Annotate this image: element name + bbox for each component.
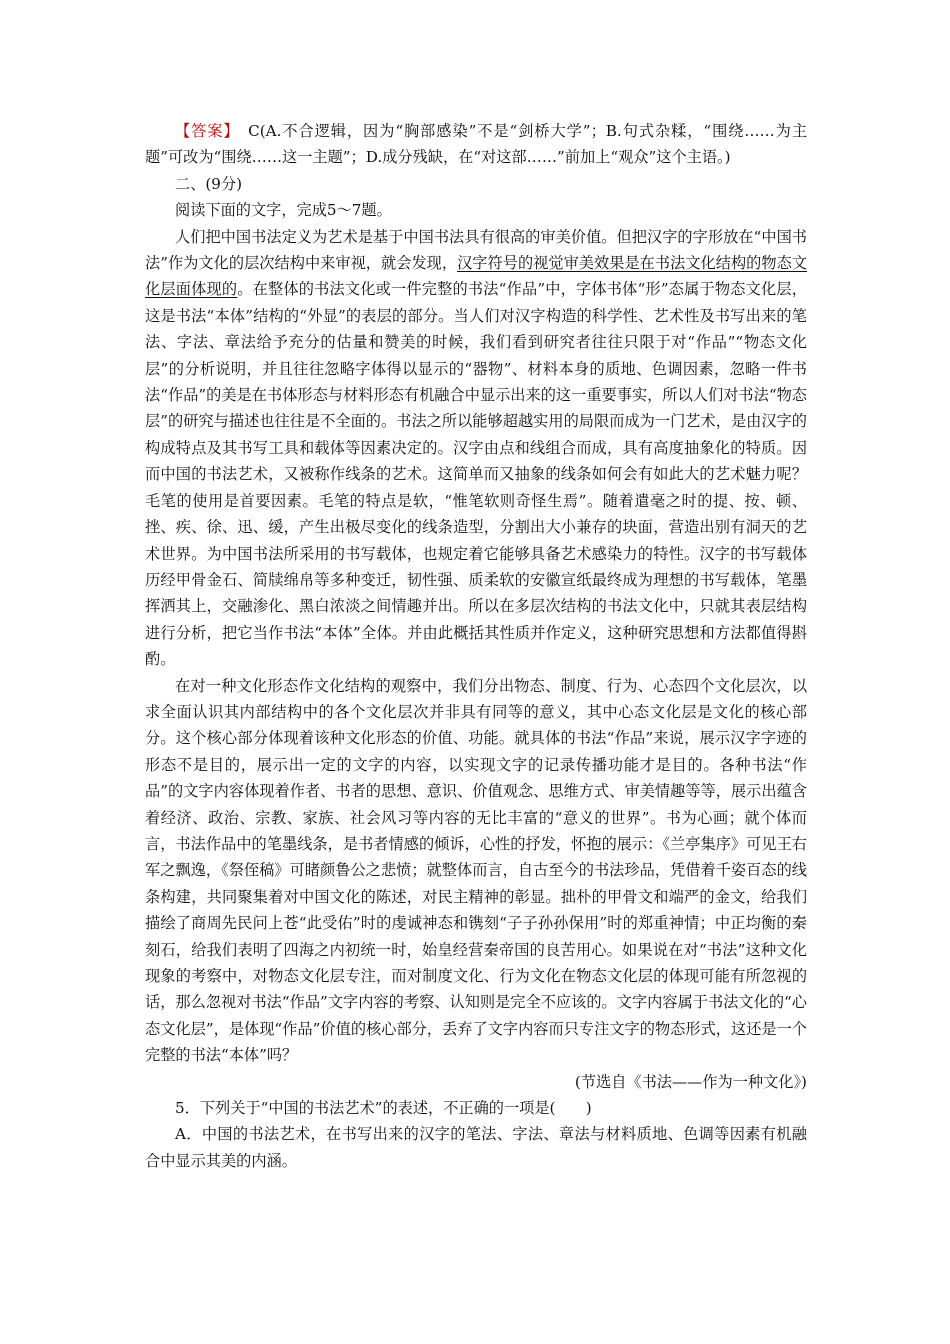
question-5-option-a: A．中国的书法艺术，在书写出来的汉字的笔法、字法、章法与材料质地、色调等因素有机融合中显示其美的内涵。 — [145, 1125, 807, 1170]
passage-paragraph-1 — [145, 224, 807, 673]
passage-source: (节选自《书法——作为一种文化》) — [574, 1072, 807, 1091]
answer-paragraph — [145, 118, 807, 171]
answer-text: C(A.不合逻辑，因为“胸部感染”不是“剑桥大学”；B.句式杂糅，“围绕……为主题”可改为“围绕……这一主题”；D.成分残缺，在“对这部……”前加上“观众”这个主语。) — [145, 122, 808, 167]
document-page — [145, 118, 807, 1174]
question-5-stem: 5．下列关于“中国的书法艺术”的表述，不正确的一项是( ) — [175, 1099, 592, 1118]
answer-label: 【答案】 — [175, 122, 232, 140]
section-instruction: 阅读下面的文字，完成5～7题。 — [175, 201, 392, 220]
section-heading: 二、(9分) — [175, 174, 243, 193]
passage-paragraph-2: 在对一种文化形态作文化结构的观察中，我们分出物态、制度、行为、心态四个文化层次，以求全面认识其内部结构中的各个文化层次并非具有同等的意义，其中心态文化层是文化的核心部分。这个核心部分体现着该种文化形态的价值、功能。就具体的书法“作品”来说，展示汉字字迹的形态不是目的，展示出一定的文字的内容，以实现文字的记录传播功能才是目的。各种书法“作品”的文字内容体现着作者、书者的思想、意识、价值观念、思维方式、审美情趣等等，展示出蕴含着经济、政治、宗教、家族、社会风习等内容的无比丰富的“意义的世界”。书为心画；就个体而言，书法作品中的笔墨线条，是书者情感的倾诉，心性的抒发，怀抱的展示：《兰亭集序》可见王右军之飘逸，《祭侄稿》可睹颜鲁公之悲愤；就整体而言，自古至今的书法珍品，凭借着千姿百态的线条构建，共同聚集着对中国文化的陈述，对民主精神的彰显。拙朴的甲骨文和端严的金文，给我们描绘了商周先民问上苍“此受佑”时的虔诚神态和镌刻“子子孙孙保用”时的郑重神情；中正均衡的秦刻石，给我们表明了四海之内初统一时，始皇经营秦帝国的良苦用心。如果说在对“书法”这种文化现象的考察中，对物态文化层专注，而对制度文化、行为文化在物态文化层的体现可能有所忽视的话，那么忽视对书法“作品”文字内容的考察、认知则是完全不应该的。文字内容属于书法文化的“心态文化层”，是体现“作品”价值的核心部分，丢弃了文字内容而只专注文字的物态形式，这还是一个完整的书法“本体”吗？ — [145, 676, 807, 1065]
passage-p1-after: 。在整体的书法文化或一件完整的书法“作品”中，字体书体“形”态属于物态文化层，这是书法“本体”结构的“外显”的表层的部分。当人们对汉字构造的科学性、艺术性及书写出来的笔法、字法、章法给予充分的估量和赞美的时候，我们看到研究者往往只限于对“作品”“物态文化层”的分析说明，并且往往忽略字体得以显示的“器物”、材料本身的质地、色调因素，忽略一件书法“作品”的美是在书体形态与材料形态有机融合中显示出来的这一重要事实，所以人们对书法“物态层”的研究与描述也往往是不全面的。书法之所以能够超越实用的局限而成为一门艺术，是由汉字的构成特点及其书写工具和载体等因素决定的。汉字由点和线组合而成，具有高度抽象化的特质。因而中国的书法艺术，又被称作线条的艺术。这简单而又抽象的线条如何会有如此大的艺术魅力呢？毛笔的使用是首要因素。毛笔的特点是软，“惟笔软则奇怪生焉”。随着遣毫之时的提、按、顿、挫、疾、徐、迅、缓，产生出极尽变化的线条造型，分割出大小兼存的块面，营造出别有洞天的艺术世界。为中国书法所采用的书写载体，也规定着它能够具备艺术感染力的特性。汉字的书写载体历经甲骨金石、简牍绵帛等多种变迁，韧性强、质柔软的安徽宣纸最终成为理想的书写载体，笔墨挥洒其上，交融渗化、黑白浓淡之间情趣并出。所以在多层次结构的书法文化中，只就其表层结构进行分析，把它当作书法“本体”全体。并由此概括其性质并作定义，这种研究思想和方法都值得斟酌。 — [145, 280, 807, 669]
passage-p1-before: 人们把中国书法定义为艺术是基于中国书法具有很高的审美价值。但把汉字的字形放在“中国书法”作为文化的层次结构中来审视，就会发现， — [145, 227, 807, 273]
passage-underlined-sentence: 汉字符号的视觉审美效果是在书法文化结构的物态文化层面体现的 — [145, 254, 808, 299]
